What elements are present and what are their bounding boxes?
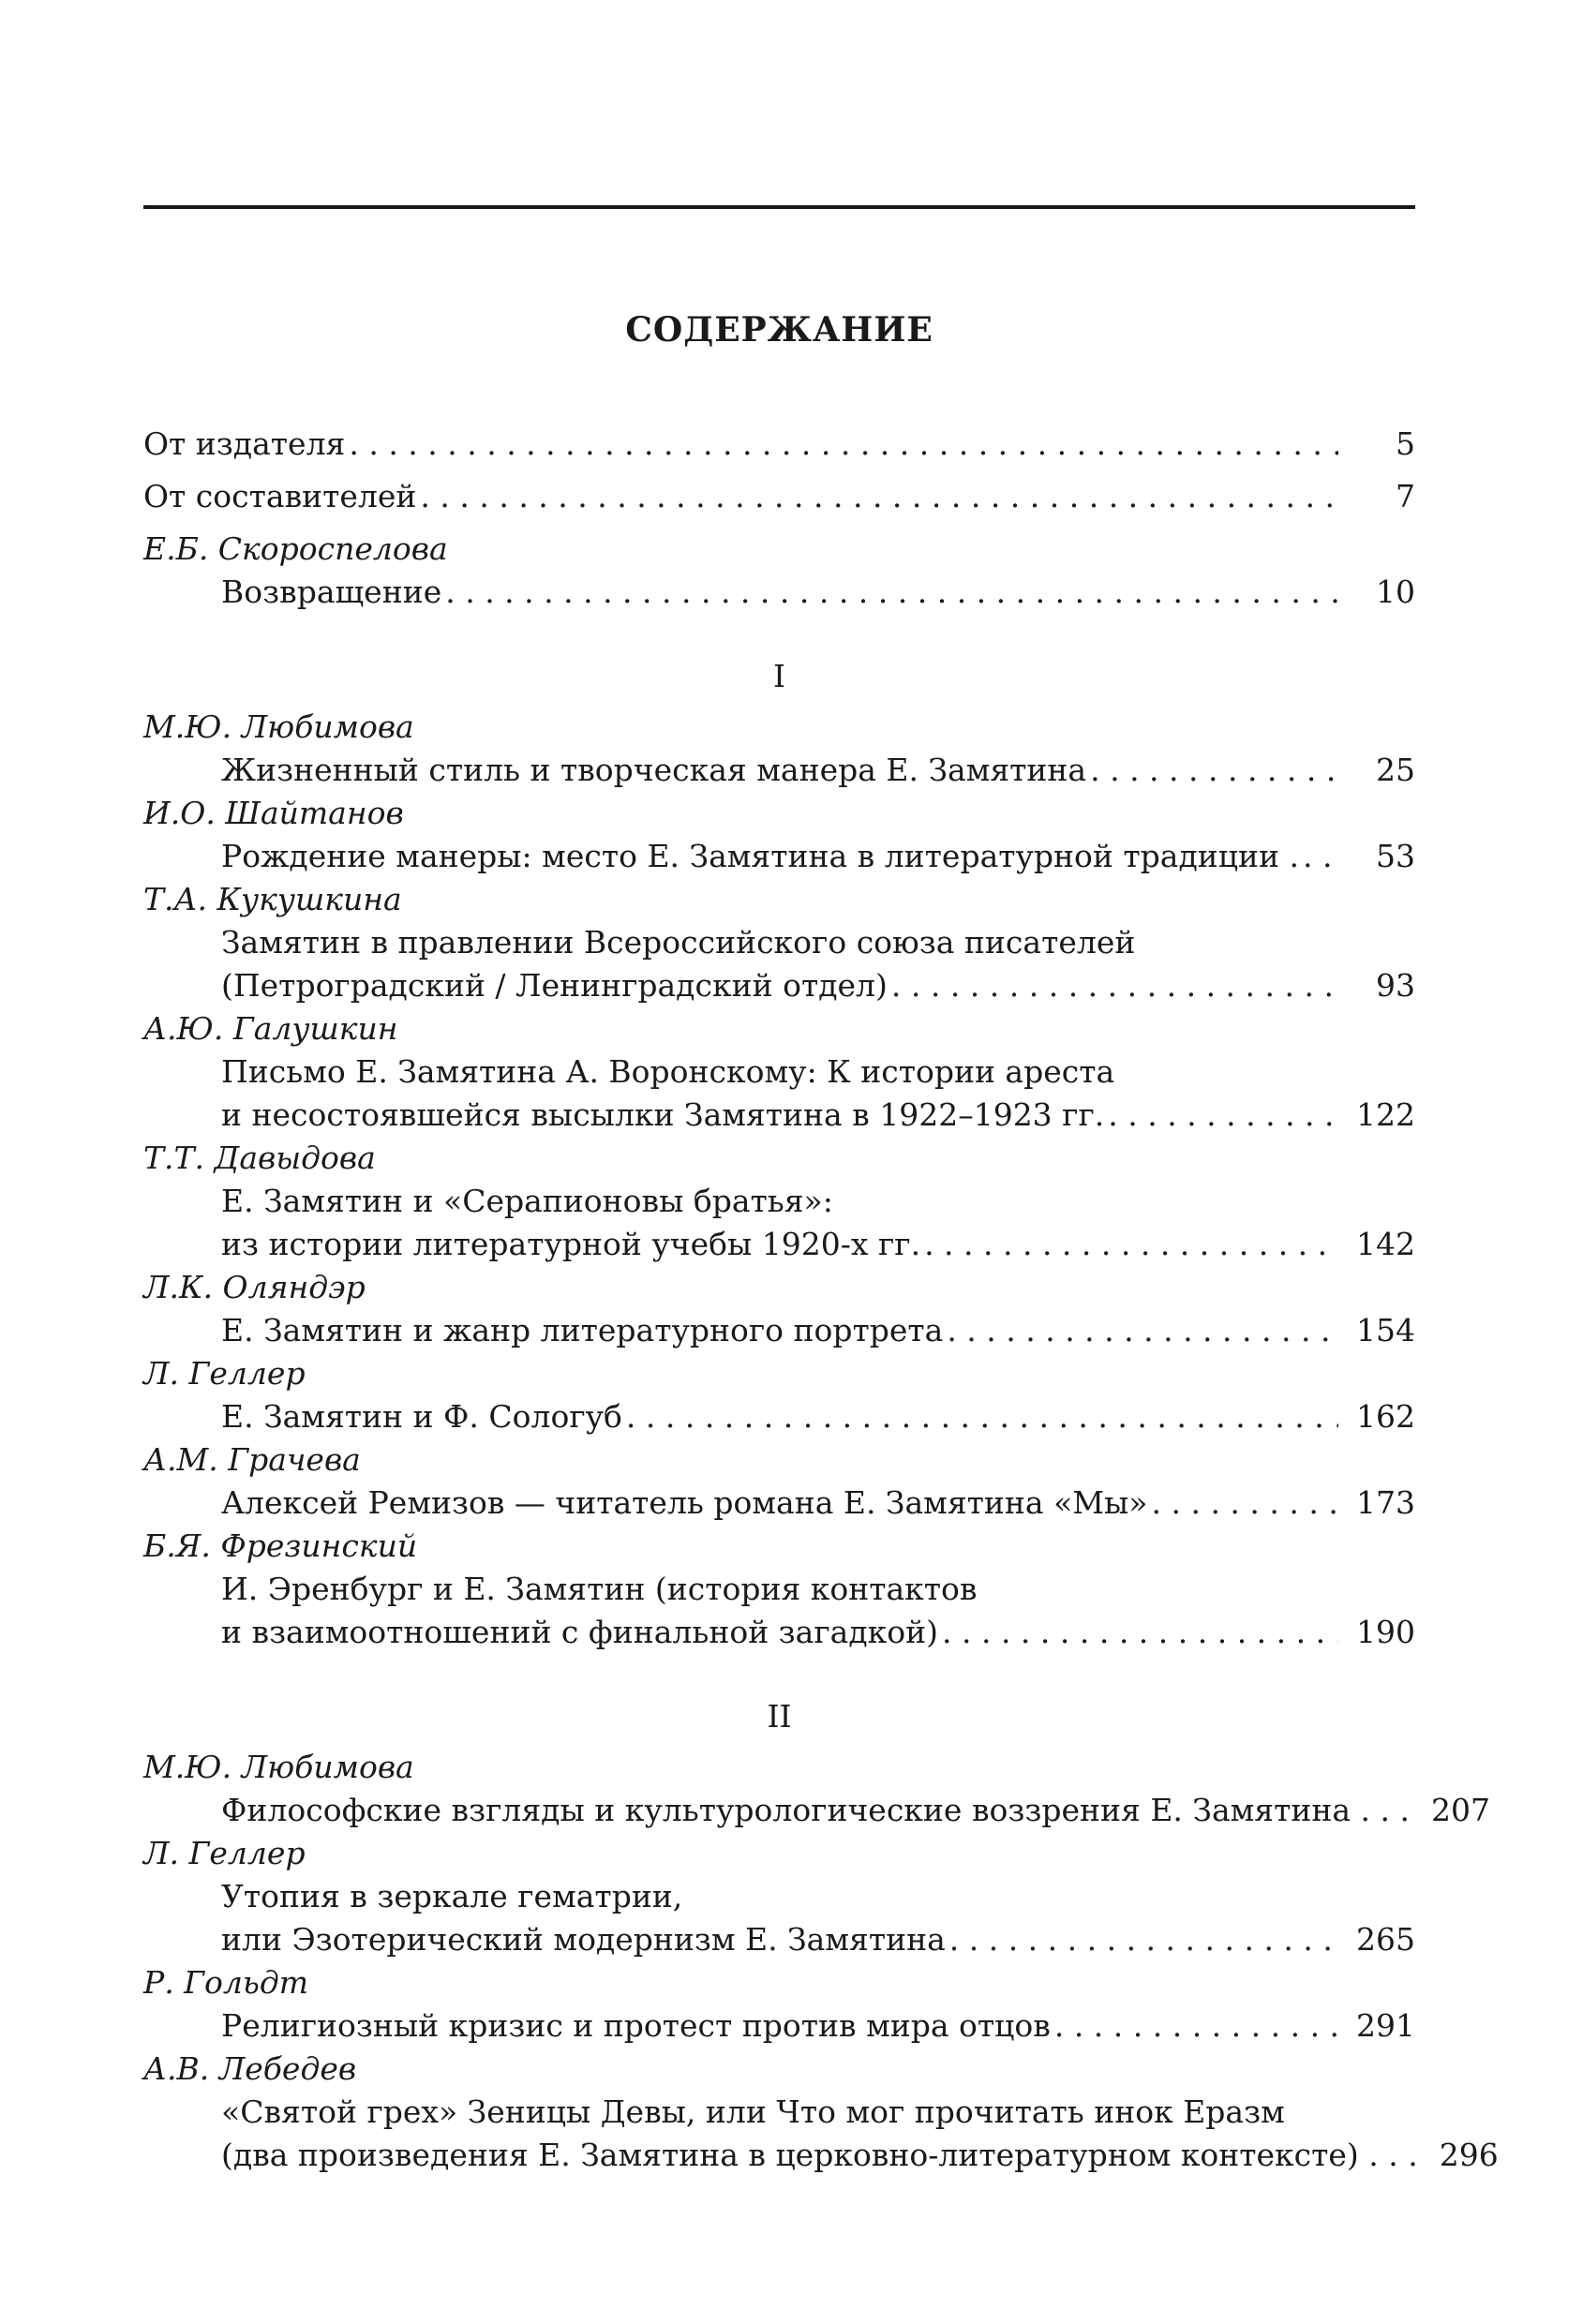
dot-leader	[1303, 835, 1338, 878]
entry-title-line: Утопия в зеркале гематрии,	[221, 1878, 683, 1914]
page-number: 7	[1396, 478, 1415, 514]
document-page	[143, 0, 1499, 2324]
entry-author: Л. Геллер	[143, 1835, 306, 1871]
dot-leader	[1108, 1094, 1338, 1137]
entry-title-line: «Святой грех» Зеницы Девы, или Что мог прочитать инок Еразм	[221, 2093, 1285, 2130]
entry-author: Б.Я. Фрезинский	[143, 1527, 418, 1564]
entry-author: Т.Т. Давыдова	[143, 1140, 376, 1176]
entry-author: Е.Б. Скороспелова	[143, 530, 448, 567]
dot-leader	[445, 571, 1338, 614]
entry-title: Рождение манеры: место Е. Замятина в литературной традиции .	[221, 838, 1299, 874]
entry-title-line: Е. Замятин и «Серапионовы братья»:	[221, 1183, 833, 1219]
page-number: 207	[1431, 1792, 1490, 1828]
entry-line	[143, 1611, 1415, 1654]
section-number: II	[767, 1698, 792, 1735]
entry-title: Алексей Ремизов — читатель романа Е. Замятина «Мы»	[221, 1484, 1148, 1521]
entry-line	[143, 1918, 1415, 1961]
dot-leader	[420, 475, 1338, 518]
entry-title: Философские взгляды и культурологические воззрения Е. Замятина . . .	[221, 1792, 1410, 1828]
entry-author: Л. Геллер	[143, 1355, 306, 1392]
entry-author: М.Ю. Любимова	[143, 1749, 414, 1785]
dot-leader	[942, 1611, 1338, 1654]
entry-title: Религиозный кризис и протест против мира отцов	[221, 2007, 1051, 2044]
page-number: 296	[1439, 2137, 1499, 2173]
front-matter-line	[143, 423, 1415, 466]
entry-line	[143, 2004, 1415, 2048]
entry-author: Р. Гольдт	[143, 1964, 309, 2001]
entry-title: Жизненный стиль и творческая манера Е. Замятина	[221, 752, 1087, 788]
dot-leader	[626, 1395, 1338, 1438]
entry-title: От издателя	[143, 425, 346, 462]
entry-line	[143, 571, 1415, 614]
dot-leader	[1090, 749, 1338, 792]
page-number: 122	[1356, 1096, 1415, 1133]
page-number: 190	[1356, 1614, 1415, 1650]
entry-title: Возвращение	[221, 574, 442, 610]
entry-author: А.Ю. Галушкин	[143, 1010, 398, 1047]
entry-title: (два произведения Е. Замятина в церковно-литературном контексте) . . .	[221, 2137, 1418, 2173]
dot-leader	[924, 1223, 1338, 1266]
page-number: 5	[1396, 425, 1415, 462]
entry-title: или Эзотерический модернизм Е. Замятина	[221, 1921, 946, 1958]
entry-title: и несостоявшейся высылки Замятина в 1922–1923 гг.	[221, 1096, 1105, 1133]
entry-author: А.М. Грачева	[143, 1441, 361, 1478]
entry-line	[143, 835, 1415, 878]
entry-title: От составителей	[143, 478, 417, 514]
entry-author: И.О. Шайтанов	[143, 795, 404, 831]
top-rule	[143, 205, 1415, 209]
dot-leader	[947, 1309, 1338, 1352]
entry-line	[143, 1789, 1490, 1832]
entry-line	[143, 1094, 1415, 1137]
entry-line	[143, 1395, 1415, 1438]
entry-title: из истории литературной учебы 1920-х гг.	[221, 1226, 921, 1262]
page-number: 173	[1356, 1484, 1415, 1521]
page-number: 142	[1356, 1226, 1415, 1262]
entry-line	[143, 1223, 1415, 1266]
section-number: I	[772, 658, 786, 694]
dot-leader	[1152, 1482, 1338, 1525]
entry-author: А.В. Лебедев	[143, 2050, 357, 2087]
dot-leader	[891, 964, 1338, 1007]
entry-title: Е. Замятин и Ф. Сологуб	[221, 1398, 622, 1435]
page-number: 154	[1356, 1312, 1415, 1348]
entry-title-line: И. Эренбург и Е. Замятин (история контактов	[221, 1571, 978, 1607]
page-number: 93	[1376, 967, 1415, 1004]
front-matter-line	[143, 475, 1415, 518]
entry-title-line: Замятин в правлении Всероссийского союза писателей	[221, 924, 1136, 961]
entry-author: Л.К. Оляндэр	[143, 1269, 366, 1305]
entry-line	[143, 2134, 1499, 2177]
dot-leader	[349, 423, 1338, 466]
dot-leader	[1054, 2004, 1338, 2048]
entry-title-line: Письмо Е. Замятина А. Воронскому: К истории ареста	[221, 1053, 1115, 1090]
entry-title: Е. Замятин и жанр литературного портрета	[221, 1312, 944, 1348]
entry-title: (Петроградский / Ленинградский отдел)	[221, 967, 888, 1004]
page-number: 291	[1356, 2007, 1415, 2044]
entry-line	[143, 964, 1415, 1007]
page-number: 10	[1376, 574, 1415, 610]
entry-line	[143, 749, 1415, 792]
page-number: 25	[1376, 752, 1415, 788]
entry-title: и взаимоотношений с финальной загадкой)	[221, 1614, 938, 1650]
page-number: 53	[1376, 838, 1415, 874]
page-title: СОДЕРЖАНИЕ	[625, 310, 933, 350]
entry-author: Т.А. Кукушкина	[143, 881, 402, 917]
dot-leader	[949, 1918, 1338, 1961]
page-number: 162	[1356, 1398, 1415, 1435]
entry-line	[143, 1309, 1415, 1352]
page-number: 265	[1356, 1921, 1415, 1958]
entry-author: М.Ю. Любимова	[143, 708, 414, 745]
entry-line	[143, 1482, 1415, 1525]
